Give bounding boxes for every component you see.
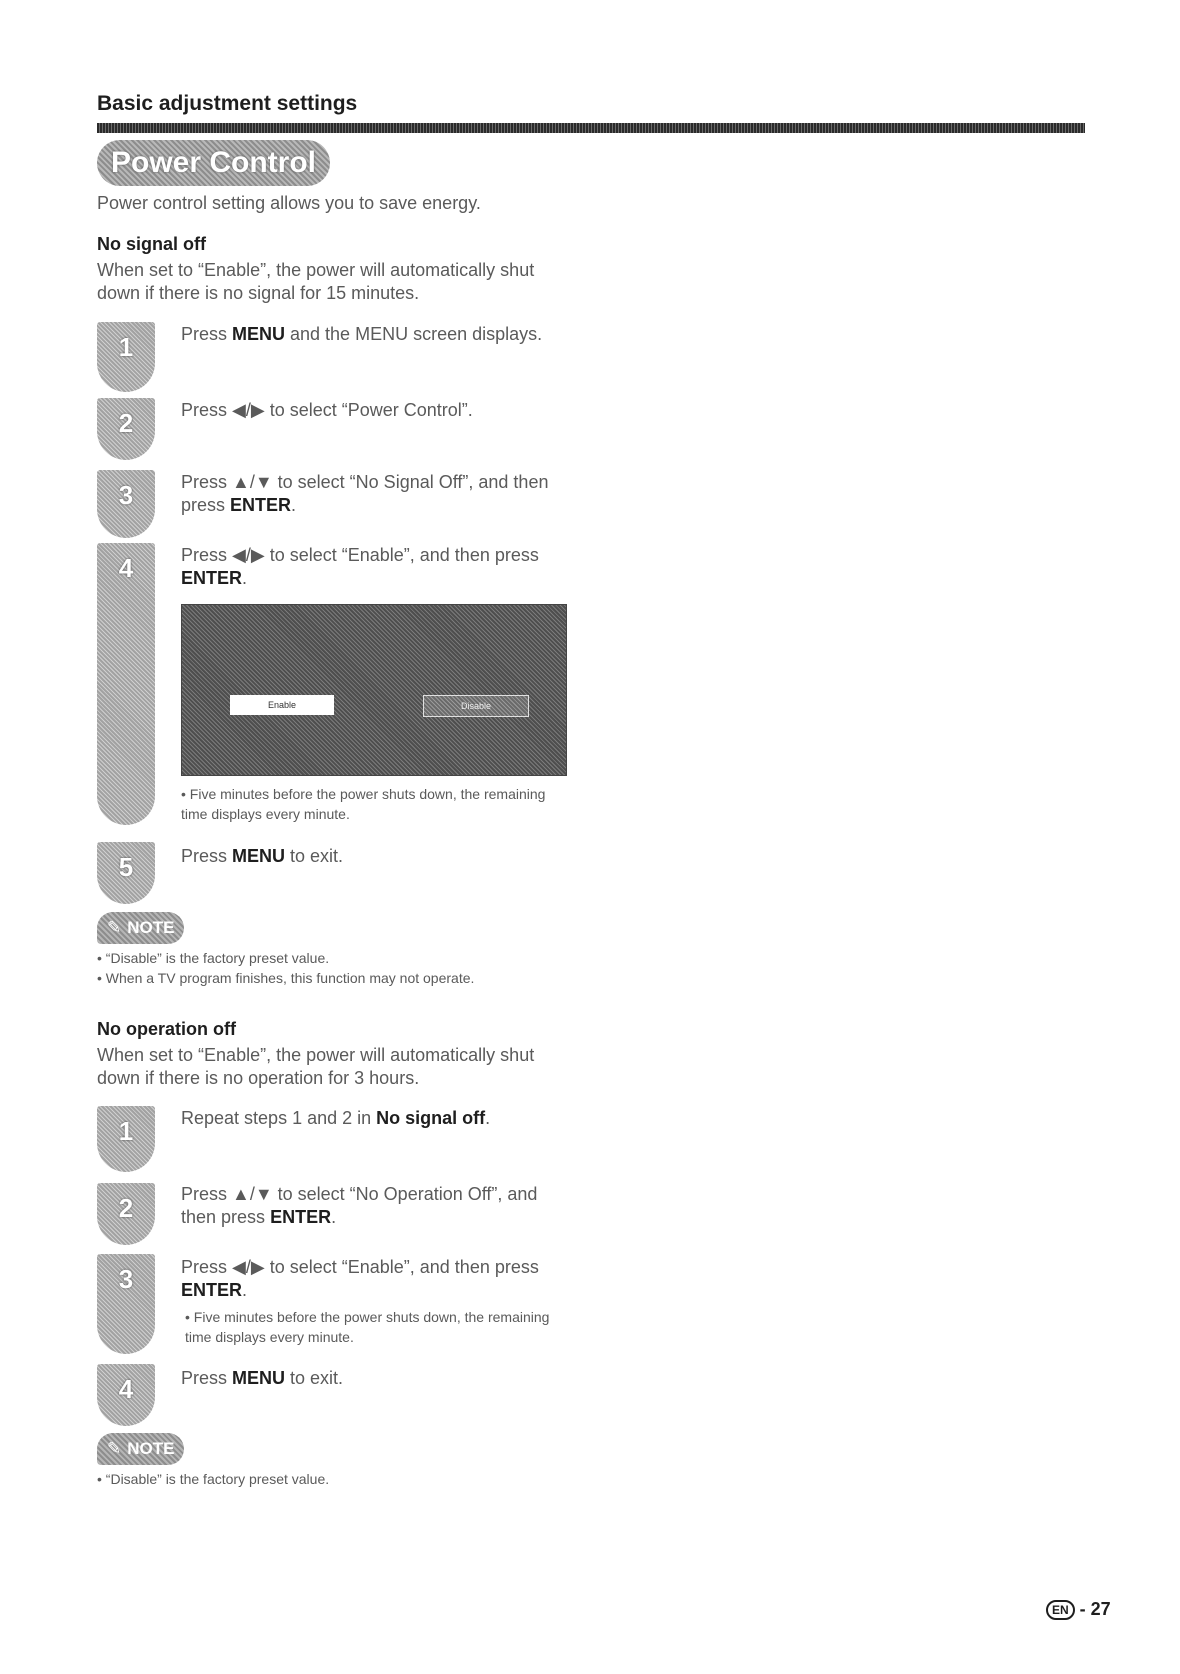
step-badge (97, 1364, 155, 1426)
language-badge: EN (1046, 1600, 1075, 1620)
osd-disable-option: Disable (423, 695, 529, 717)
step-text (181, 544, 571, 590)
step-text-part: Press (181, 846, 233, 866)
pencil-icon: ✎ (107, 1439, 122, 1458)
step-text-part: Press ◀/▶ to select “Power Control”. (181, 400, 473, 420)
section-title-badge (97, 140, 330, 186)
note-text: “Disable” is the factory preset value. (105, 1471, 330, 1487)
no-signal-off-description: When set to “Enable”, the power will automatically shut down if there is no signal for 15 minutes. (97, 260, 535, 303)
step-text-part: . (291, 495, 297, 515)
step-text-part: . (242, 1280, 248, 1300)
step-text-part: to exit. (285, 846, 344, 866)
note-item (97, 1469, 329, 1489)
step-badge (97, 1183, 155, 1245)
step-text (181, 1107, 571, 1130)
header-divider (97, 123, 1085, 133)
note-item (97, 968, 474, 988)
step-number: 1 (118, 332, 134, 362)
step-number: 4 (118, 553, 134, 583)
step-text-part: Press ◀/▶ to select “Enable”, and then press (181, 1257, 539, 1277)
step-bullet-note (181, 784, 571, 824)
bullet-text: Five minutes before the power shuts down, the remaining time displays every minute. (181, 786, 546, 822)
bullet-icon: • (97, 1471, 106, 1487)
step-text (181, 399, 571, 422)
bullet-text: Five minutes before the power shuts down, the remaining time displays every minute. (185, 1309, 550, 1345)
bullet-icon: • (181, 786, 190, 802)
step-number: 2 (118, 1193, 134, 1223)
step-key: MENU (232, 846, 286, 866)
step-number: 2 (118, 408, 134, 438)
note-item (97, 948, 329, 968)
osd-enable-option: Enable (230, 695, 334, 715)
step-badge (97, 543, 155, 825)
step-text-part: . (331, 1207, 337, 1227)
step-badge (97, 842, 155, 904)
note-text: “Disable” is the factory preset value. (105, 950, 330, 966)
step-text (181, 1183, 571, 1229)
step-text-part: Repeat steps 1 and 2 in (181, 1108, 377, 1128)
section-title: Power Control (111, 146, 317, 179)
step-badge (97, 1106, 155, 1172)
osd-screen-illustration (181, 604, 567, 776)
pencil-icon: ✎ (107, 918, 122, 937)
step-badge (97, 1254, 155, 1354)
page-number (1046, 1599, 1111, 1620)
page-header-title: Basic adjustment settings (97, 92, 358, 115)
step-text (181, 1367, 571, 1390)
step-text (181, 323, 571, 346)
step-text-part: to exit. (285, 1368, 344, 1388)
note-label: NOTE (127, 1439, 175, 1458)
step-text-part: and the MENU screen displays. (285, 324, 543, 344)
section-intro: Power control setting allows you to save energy. (97, 193, 481, 213)
step-key: MENU (232, 1368, 286, 1388)
step-key: No signal off (376, 1108, 486, 1128)
bullet-icon: • (185, 1309, 194, 1325)
step-key: MENU (232, 324, 286, 344)
bullet-icon: • (97, 950, 106, 966)
note-badge (97, 912, 184, 944)
step-text (181, 1256, 571, 1302)
step-number: 3 (118, 480, 134, 510)
step-text-part: Press ▲/▼ to select “No Operation Off”, and then press (181, 1184, 538, 1227)
step-key: ENTER (181, 1280, 243, 1300)
step-number: 1 (118, 1116, 134, 1146)
no-operation-off-description: When set to “Enable”, the power will automatically shut down if there is no operation for 3 hours. (97, 1045, 535, 1088)
step-badge (97, 470, 155, 538)
step-key: ENTER (230, 495, 292, 515)
step-number: 4 (118, 1374, 134, 1404)
no-signal-off-heading: No signal off (97, 234, 206, 254)
page-number-text: - 27 (1079, 1599, 1111, 1619)
step-text-part: Press (181, 324, 233, 344)
step-badge (97, 322, 155, 392)
step-text-part: Press ◀/▶ to select “Enable”, and then press (181, 545, 539, 565)
bullet-icon: • (97, 970, 106, 986)
no-operation-off-heading: No operation off (97, 1019, 236, 1039)
step-text (181, 471, 571, 517)
step-text (181, 845, 571, 868)
step-text-part: Press (181, 1368, 233, 1388)
note-text: When a TV program finishes, this function may not operate. (105, 970, 475, 986)
step-bullet-note (185, 1307, 575, 1347)
note-label: NOTE (127, 918, 175, 937)
step-badge (97, 398, 155, 460)
step-number: 3 (118, 1264, 134, 1294)
step-key: ENTER (181, 568, 243, 588)
step-text-part: Press ▲/▼ to select “No Signal Off”, and then press (181, 472, 549, 515)
step-text-part: . (485, 1108, 491, 1128)
step-key: ENTER (270, 1207, 332, 1227)
step-text-part: . (242, 568, 248, 588)
step-number: 5 (118, 852, 134, 882)
note-badge (97, 1433, 184, 1465)
